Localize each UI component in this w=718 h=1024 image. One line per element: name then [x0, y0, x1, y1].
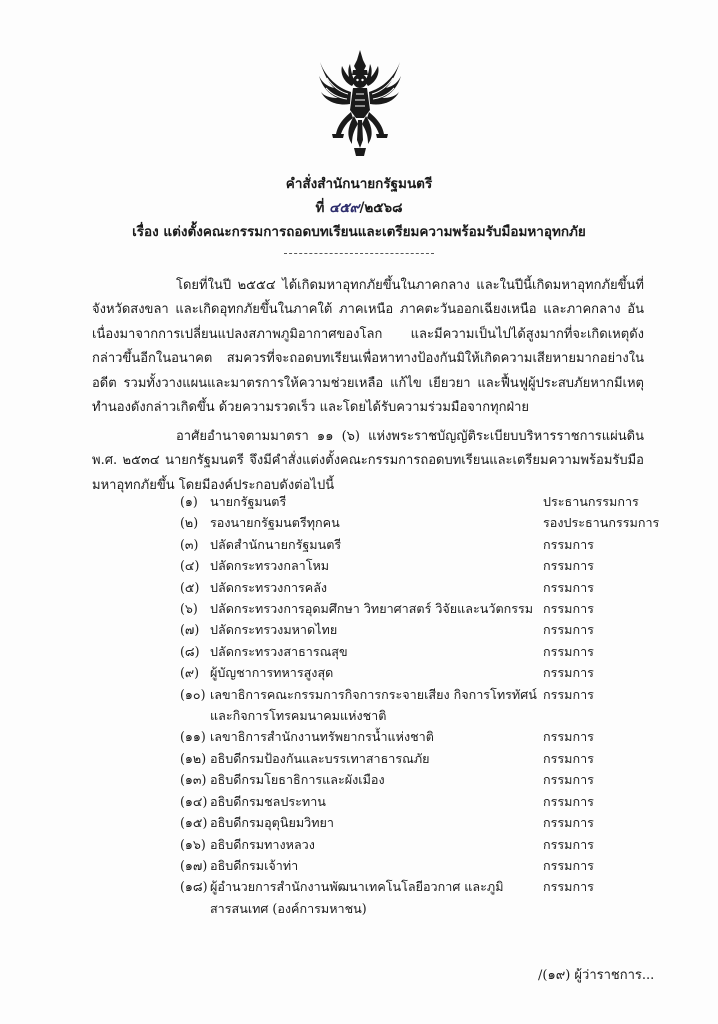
- member-name: อธิบดีกรมป้องกันและบรรเทาสาธารณภัย: [210, 750, 430, 766]
- member-num: (๓): [180, 536, 199, 552]
- garuda-emblem-icon: [318, 48, 402, 160]
- separator-line: [284, 253, 434, 254]
- member-row: [180, 812, 670, 833]
- member-num: (๗): [180, 622, 200, 638]
- preamble-paragraph: โดยที่ในปี ๒๕๕๔ ได้เกิดมหาอุทกภัยขึ้นในภาคกลาง และในปีนี้เกิดมหาอุทกภัยขึ้นที่จังหวัดสงขลา และเกิดอุทกภัยขึ้นในภาคใต้ ภาคเหนือ ภาคตะวันออกเฉียงเหนือ และภาคกลาง อันเนื่องมาจากการเปลี่ยนแปลงสภาพภูมิอากาศของโลก และมีความเป็นไปได้สูงมากที่จะเกิดเหตุดังกล่าวขึ้นอีกในอนาคต สมควรที่จะถอดบทเรียนเพื่อหาทางป้องกันมิให้เกิดความเสียหายมากอย่างในอดีต รวมทั้งวางแผนและมาตรการให้ความช่วยเหลือ แก้ไข เยียวยา และฟื้นฟูผู้ประสบภัยหากมีเหตุทำนองดังกล่าวเกิดขึ้น ด้วยความรวดเร็ว และโดยได้รับความร่วมมือจากทุกฝ่าย: [92, 278, 644, 416]
- member-row: [180, 512, 670, 533]
- member-row: [180, 834, 670, 855]
- member-row: [180, 534, 670, 555]
- member-num: (๑๑): [180, 729, 206, 745]
- authority-paragraph: อาศัยอำนาจตามมาตรา ๑๑ (๖) แห่งพระราชบัญญัติระเบียบบริหารราชการแผ่นดิน พ.ศ. ๒๕๓๔ นายกรัฐมนตรี จึงมีคำสั่งแต่งตั้งคณะกรรมการถอดบทเรียนและเตรียมความพร้อมรับมือมหาอุทกภัยขึ้น โดยมีองค์ประกอบดังต่อไปนี้: [92, 429, 644, 493]
- member-num: (๑): [180, 494, 198, 509]
- member-role: รองประธานกรรมการ: [543, 515, 660, 531]
- member-row: [180, 555, 670, 576]
- member-role: กรรมการ: [543, 729, 594, 745]
- member-row: [180, 577, 670, 598]
- member-name: ผู้อำนวยการสำนักงานพัฒนาเทคโนโลยีอวกาศ และภูมิสารสนเทศ (องค์การมหาชน): [210, 879, 504, 916]
- member-role: กรรมการ: [543, 772, 594, 788]
- member-name: ปลัดกระทรวงการคลัง: [210, 579, 328, 595]
- member-row: [180, 619, 670, 640]
- member-role: กรรมการ: [543, 750, 594, 766]
- member-role: ประธานกรรมการ: [543, 494, 639, 509]
- member-role: กรรมการ: [543, 836, 594, 852]
- committee-member-list: [180, 491, 670, 919]
- member-name: นายกรัฐมนตรี: [210, 494, 287, 509]
- member-role: กรรมการ: [543, 793, 594, 809]
- member-num: (๑๓): [180, 772, 207, 788]
- member-name: ผู้บัญชาการทหารสูงสุด: [210, 665, 334, 681]
- member-name: ปลัดกระทรวงมหาดไทย: [210, 622, 338, 638]
- member-role: กรรมการ: [543, 643, 594, 659]
- member-role: กรรมการ: [543, 857, 594, 873]
- member-role: กรรมการ: [543, 558, 594, 574]
- member-num: (๕): [180, 579, 200, 595]
- member-name: ปลัดสำนักนายกรัฐมนตรี: [210, 536, 342, 552]
- member-row: [180, 491, 670, 512]
- member-num: (๖): [180, 601, 198, 617]
- member-name: อธิบดีกรมเจ้าท่า: [210, 857, 299, 873]
- member-row: [180, 684, 670, 727]
- member-num: (๙): [180, 665, 200, 681]
- member-name: ปลัดกระทรวงกลาโหม: [210, 558, 330, 574]
- member-row: [180, 769, 670, 790]
- member-role: กรรมการ: [543, 579, 594, 595]
- member-name: ปลัดกระทรวงสาธารณสุข: [210, 643, 348, 659]
- member-num: (๔): [180, 558, 200, 574]
- order-subject: เรื่อง แต่งตั้งคณะกรรมการถอดบทเรียนและเตรียมความพร้อมรับมือมหาอุทกภัย: [132, 224, 586, 240]
- order-number-suffix: /๒๕๖๘: [359, 200, 403, 216]
- member-role: กรรมการ: [543, 815, 594, 831]
- member-row: [180, 748, 670, 769]
- member-num: (๑๐): [180, 686, 206, 702]
- member-role: กรรมการ: [543, 536, 594, 552]
- order-number-prefix: ที่: [315, 200, 330, 216]
- member-role: กรรมการ: [543, 686, 594, 702]
- member-row: [180, 791, 670, 812]
- member-row: [180, 726, 670, 747]
- member-role: กรรมการ: [543, 601, 594, 617]
- member-name: อธิบดีกรมทางหลวง: [210, 836, 315, 852]
- order-number: [0, 196, 718, 218]
- member-name: เลขาธิการคณะกรรมการกิจการกระจายเสียง กิจการโทรทัศน์ และกิจการโทรคมนาคมแห่งชาติ: [210, 686, 537, 724]
- member-name: อธิบดีกรมอุตุนิยมวิทยา: [210, 815, 334, 831]
- order-title: คำสั่งสำนักนายกรัฐมนตรี: [285, 176, 433, 192]
- member-name: อธิบดีกรมชลประทาน: [210, 793, 326, 809]
- member-num: (๑๒): [180, 750, 207, 766]
- member-row: [180, 598, 670, 619]
- member-num: (๑๔): [180, 793, 208, 809]
- member-name: รองนายกรัฐมนตรีทุกคน: [210, 515, 340, 531]
- member-num: (๑๖): [180, 836, 206, 852]
- member-row: [180, 855, 670, 876]
- member-name: เลขาธิการสำนักงานทรัพยากรน้ำแห่งชาติ: [210, 729, 434, 745]
- member-role: กรรมการ: [543, 622, 594, 638]
- member-row: [180, 662, 670, 683]
- member-num: (๘): [180, 643, 200, 659]
- continuation-note: /(๑๙) ผู้ว่าราชการ...: [538, 968, 655, 983]
- member-row: [180, 876, 670, 919]
- member-name: อธิบดีกรมโยธาธิการและผังเมือง: [210, 772, 385, 788]
- member-num: (๑๘): [180, 879, 208, 895]
- member-num: (๑๗): [180, 857, 208, 873]
- member-num: (๑๕): [180, 815, 208, 831]
- member-role: กรรมการ: [543, 665, 594, 681]
- member-role: กรรมการ: [543, 879, 594, 895]
- member-num: (๒): [180, 515, 199, 531]
- order-number-handwritten: ๔๕๙: [329, 200, 360, 216]
- member-row: [180, 641, 670, 662]
- member-name: ปลัดกระทรวงการอุดมศึกษา วิทยาศาสตร์ วิจัยและนวัตกรรม: [210, 601, 534, 617]
